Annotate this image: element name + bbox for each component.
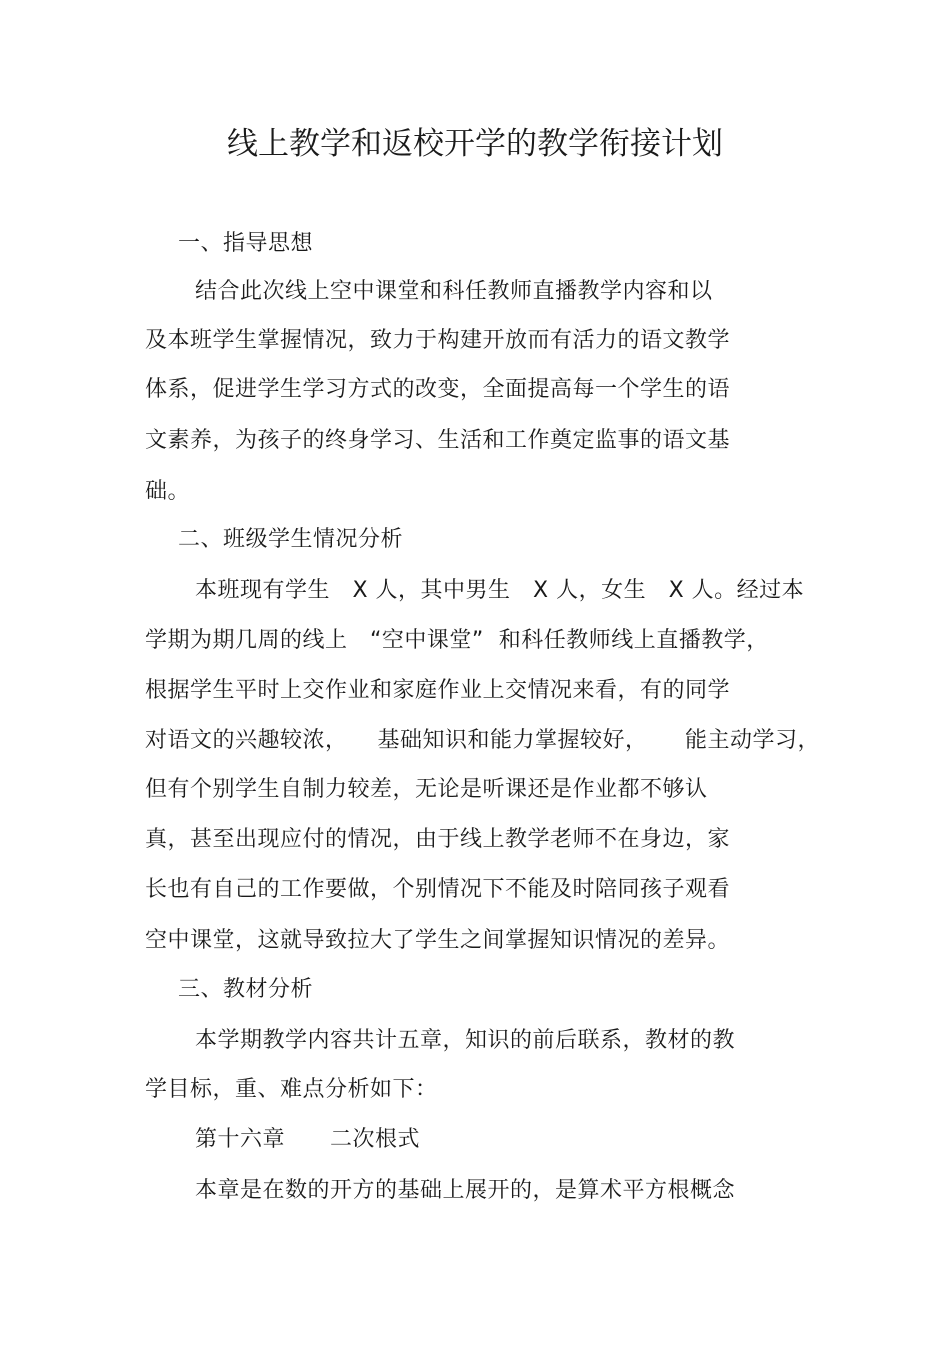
paragraph-line: 结合此次线上空中课堂和科任教师直播教学内容和以: [195, 279, 713, 304]
paragraph-line: 及本班学生掌握情况，致力于构建开放而有活力的语文教学: [145, 328, 731, 353]
paragraph-line: 根据学生平时上交作业和家庭作业上交情况来看，有的同学: [145, 678, 731, 703]
chapter-heading: 第十六章 二次根式: [195, 1127, 420, 1152]
paragraph-line: 长也有自己的工作要做，个别情况下不能及时陪同孩子观看: [145, 877, 731, 902]
section-heading: 一、指导思想: [178, 231, 314, 256]
section-heading: 三、教材分析: [178, 977, 314, 1002]
paragraph-line: 本章是在数的开方的基础上展开的，是算术平方根概念: [195, 1178, 736, 1203]
paragraph-line: 对语文的兴趣较浓， 基础知识和能力掌握较好， 能主动学习，: [145, 728, 820, 753]
section-heading: 二、班级学生情况分析: [178, 527, 404, 552]
paragraph-line: 学期为期几周的线上 “空中课堂” 和科任教师线上直播教学，: [145, 628, 769, 653]
paragraph-line: 体系，促进学生学习方式的改变，全面提高每一个学生的语: [145, 377, 731, 402]
paragraph-line: 文素养，为孩子的终身学习、生活和工作奠定监事的语文基: [145, 428, 731, 453]
paragraph-line: 学目标，重、难点分析如下：: [145, 1077, 438, 1102]
paragraph-line: 本班现有学生 X 人，其中男生 X 人，女生 X 人。经过本: [195, 578, 805, 603]
paragraph-line: 空中课堂，这就导致拉大了学生之间掌握知识情况的差异。: [145, 928, 731, 953]
paragraph-line: 真，甚至出现应付的情况，由于线上教学老师不在身边，家: [145, 827, 731, 852]
paragraph-line: 础。: [145, 479, 191, 504]
paragraph-line: 但有个别学生自制力较差，无论是听课还是作业都不够认: [145, 777, 708, 802]
document-title: 线上教学和返校开学的教学衔接计划: [227, 126, 723, 162]
paragraph-line: 本学期教学内容共计五章，知识的前后联系，教材的教: [195, 1028, 736, 1053]
